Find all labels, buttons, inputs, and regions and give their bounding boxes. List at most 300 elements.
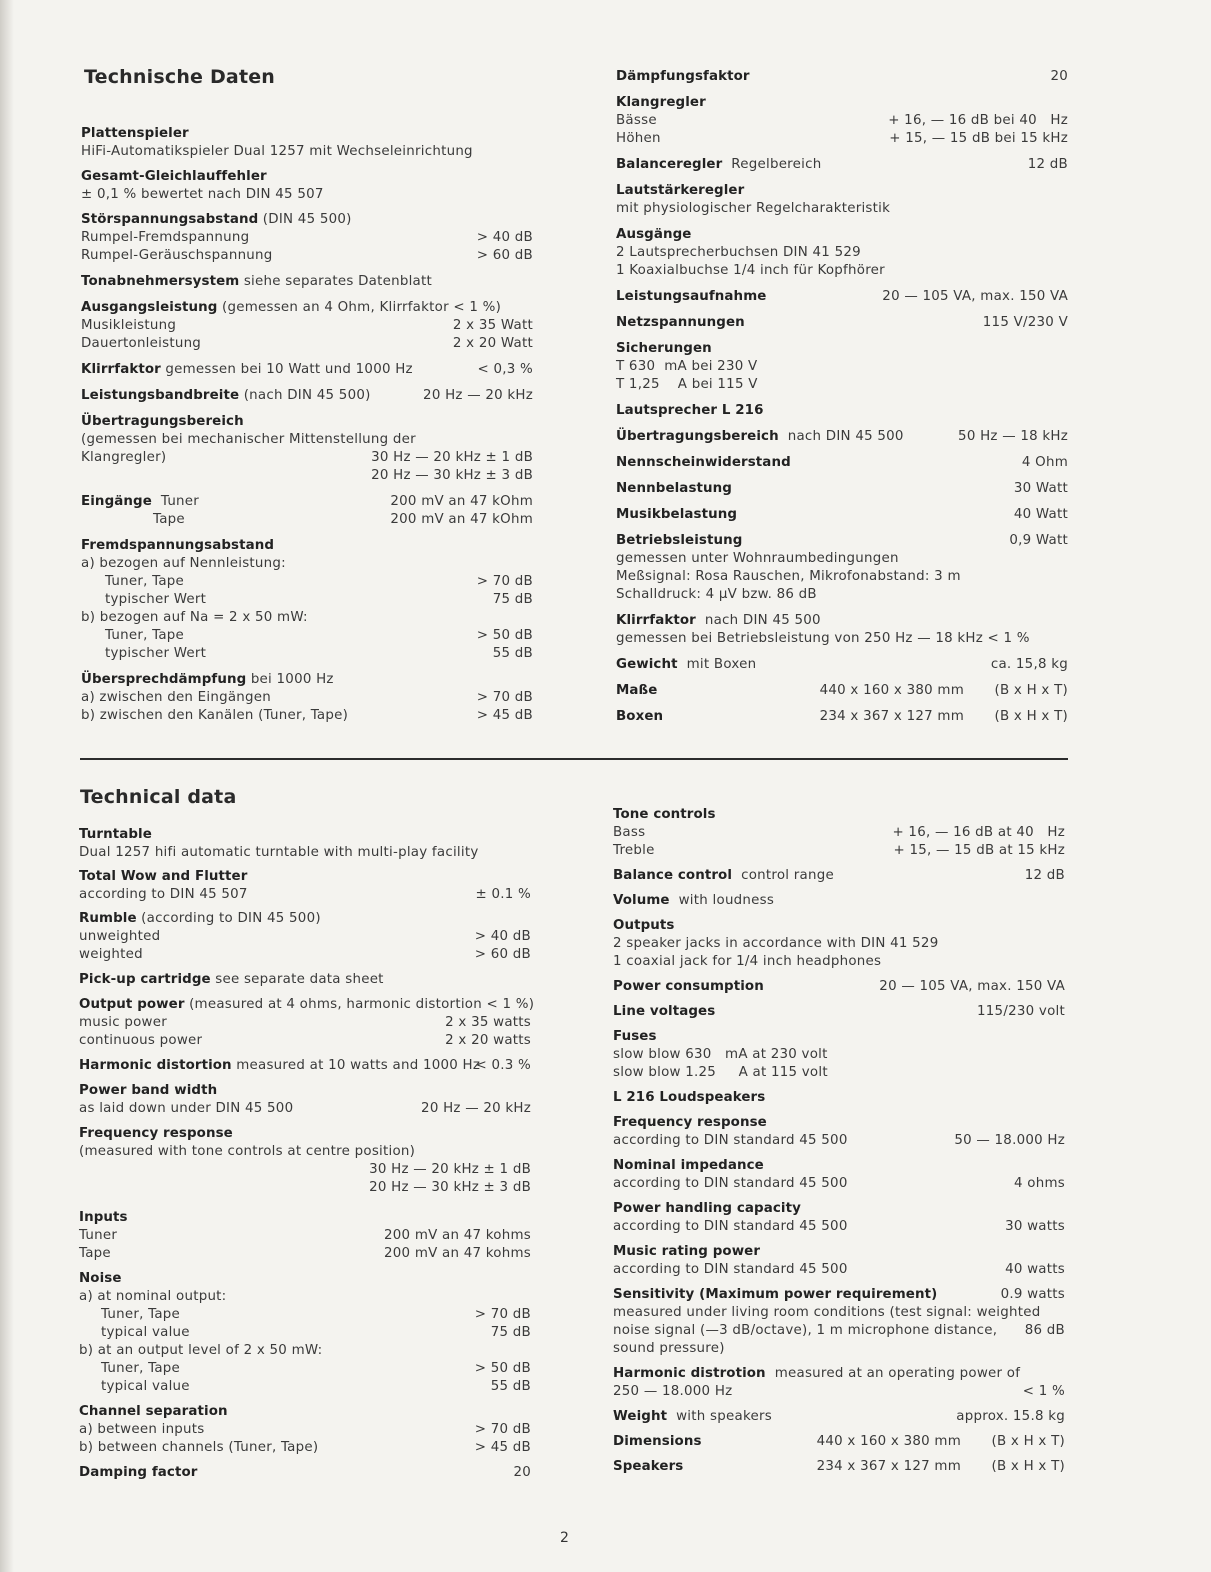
- spec-value: 440 x 160 x 380 mm: [819, 683, 964, 698]
- en-damping: [79, 1464, 531, 1482]
- de-boxen: [616, 708, 1068, 726]
- en-tape: [79, 1245, 531, 1263]
- de-uebertragung-l1: [81, 431, 533, 449]
- de-uebersprech-b: [81, 707, 533, 725]
- en-outputs: [613, 917, 1065, 935]
- spec-text: Meßsignal: Rosa Rauschen, Mikrofonabstand: 3 m: [616, 569, 961, 584]
- en-inputs: [79, 1209, 531, 1227]
- spec-heading: Störspannungsabstand: [81, 212, 259, 227]
- spec-value: 4 Ohm: [1021, 455, 1068, 470]
- spec-value: 2 x 20 Watt: [452, 336, 533, 351]
- spec-value: 30 watts: [1005, 1219, 1065, 1234]
- en-outputs-l2: [613, 953, 1065, 971]
- spec-heading: Frequency response: [79, 1126, 233, 1141]
- spec-text: slow blow 630 mA at 230 volt: [613, 1047, 828, 1062]
- spec-value: > 60 dB: [476, 248, 533, 263]
- en-balance: [613, 867, 1065, 885]
- spec-value: 20 — 105 VA, max. 150 VA: [882, 289, 1068, 304]
- en-wow: [79, 868, 531, 886]
- spec-value: 30 Hz — 20 kHz ± 1 dB: [371, 450, 533, 465]
- spec-text: slow blow 1.25 A at 115 volt: [613, 1065, 828, 1080]
- spec-heading: Gesamt-Gleichlauffehler: [81, 169, 267, 184]
- spec-label: a) between inputs: [79, 1422, 205, 1437]
- en-hd-l1: [613, 1383, 1065, 1401]
- spec-label: continuous power: [79, 1033, 203, 1048]
- en-fuses: [613, 1028, 1065, 1046]
- spec-value: 12 dB: [1027, 157, 1068, 172]
- spec-text: T 1,25 A bei 115 V: [616, 377, 758, 392]
- en-dims: [613, 1433, 1065, 1451]
- spec-label: music power: [79, 1015, 167, 1030]
- en-nomimp-desc: [613, 1175, 1065, 1193]
- spec-value: > 60 dB: [474, 947, 531, 962]
- spec-label: Tuner, Tape: [105, 628, 185, 643]
- spec-label: b) zwischen den Kanälen (Tuner, Tape): [81, 708, 349, 723]
- spec-label: typical value: [101, 1379, 190, 1394]
- en-rumble: [79, 910, 531, 928]
- spec-value: < 1 %: [1022, 1384, 1065, 1399]
- spec-heading: Musikbelastung: [616, 507, 738, 522]
- de-musikbel: [616, 506, 1068, 524]
- de-laut-desc: [616, 200, 1068, 218]
- spec-heading: Klirrfaktor: [81, 362, 161, 377]
- spec-heading: Pick-up cartridge: [79, 972, 211, 987]
- spec-note: with loudness: [678, 893, 775, 908]
- spec-value: 20 Hz — 30 kHz ± 3 dB: [371, 468, 533, 483]
- spec-value: > 40 dB: [474, 929, 531, 944]
- spec-heading: Tonabnehmersystem: [81, 274, 240, 289]
- spec-note: see separate data sheet: [215, 972, 384, 987]
- spec-value: approx. 15.8 kg: [956, 1409, 1065, 1424]
- spec-heading: Boxen: [616, 709, 664, 724]
- spec-heading: Nennscheinwiderstand: [616, 455, 791, 470]
- de-fremd-a: [81, 555, 533, 573]
- spec-heading: Nennbelastung: [616, 481, 732, 496]
- spec-text: Dual 1257 hifi automatic turntable with multi-play facility: [79, 845, 479, 860]
- en-mrp: [613, 1243, 1065, 1261]
- de-hoehen: [616, 130, 1068, 148]
- en-wow-desc: [79, 886, 531, 904]
- en-turntable: [79, 826, 531, 844]
- spec-heading: Inputs: [79, 1210, 128, 1225]
- de-nennschein: [616, 454, 1068, 472]
- en-tone: [613, 806, 1065, 824]
- spec-label: Tuner, Tape: [105, 574, 185, 589]
- spec-value: 200 mV an 47 kOhm: [390, 494, 533, 509]
- spec-value: 75 dB: [492, 592, 533, 607]
- spec-heading: Ausgänge: [616, 227, 692, 242]
- spec-value: > 70 dB: [474, 1422, 531, 1437]
- spec-text: (measured with tone controls at centre position): [79, 1144, 416, 1159]
- spec-heading: Leistungsaufnahme: [616, 289, 767, 304]
- spec-note: (DIN 45 500): [262, 212, 352, 227]
- de-balance: [616, 156, 1068, 174]
- spec-value: 4 ohms: [1014, 1176, 1065, 1191]
- spec-value: 234 x 367 x 127 mm: [819, 709, 964, 724]
- de-fremd-b-tt: [81, 627, 533, 645]
- de-gleichlauf-desc: [81, 186, 533, 204]
- spec-value: > 40 dB: [476, 230, 533, 245]
- en-noise-b-tt: [79, 1360, 531, 1378]
- spec-heading: Lautsprecher L 216: [616, 403, 764, 418]
- spec-text: 1 coaxial jack for 1/4 inch headphones: [613, 954, 882, 969]
- spec-text: a) bezogen auf Nennleistung:: [81, 556, 286, 571]
- spec-text: 2 speaker jacks in accordance with DIN 41 529: [613, 936, 939, 951]
- spec-value: + 16, — 16 dB at 40 Hz: [892, 825, 1065, 840]
- spec-value: 115 V/230 V: [982, 315, 1068, 330]
- spec-value: 115/230 volt: [977, 1004, 1065, 1019]
- spec-note: siehe separates Datenblatt: [243, 274, 433, 289]
- en-line: [613, 1003, 1065, 1021]
- spec-label: Treble: [613, 843, 655, 858]
- en-phc-desc: [613, 1218, 1065, 1236]
- en-mrp-desc: [613, 1261, 1065, 1279]
- en-freq-desc: [79, 1143, 531, 1161]
- spec-value: 20: [513, 1465, 531, 1480]
- en-fresp-desc: [613, 1132, 1065, 1150]
- spec-value: > 50 dB: [474, 1361, 531, 1376]
- spec-unit: (B x H x T): [991, 1434, 1065, 1449]
- spec-text: Schalldruck: 4 µV bzw. 86 dB: [616, 587, 817, 602]
- en-freq: [79, 1125, 531, 1143]
- spec-text: noise signal (—3 dB/octave), 1 m microphone distance,: [613, 1323, 998, 1338]
- spec-heading: Turntable: [79, 827, 152, 842]
- spec-heading: Sicherungen: [616, 341, 712, 356]
- spec-heading: Betriebsleistung: [616, 533, 743, 548]
- de-lautsprecher: [616, 402, 1068, 420]
- spec-label: typical value: [101, 1325, 190, 1340]
- en-speakers: [613, 1458, 1065, 1476]
- spec-heading: Damping factor: [79, 1465, 198, 1480]
- spec-label: Tape: [153, 512, 185, 527]
- spec-text: b) bezogen auf Na = 2 x 50 mW:: [81, 610, 308, 625]
- spec-text: according to DIN standard 45 500: [613, 1176, 848, 1191]
- de-fremd: [81, 537, 533, 555]
- spec-heading: Dämpfungsfaktor: [616, 69, 750, 84]
- spec-value: 40 watts: [1005, 1262, 1065, 1277]
- spec-heading: Eingänge: [81, 494, 152, 509]
- spec-value: 200 mV an 47 kohms: [384, 1228, 531, 1243]
- page-number: 2: [560, 1530, 569, 1546]
- de-masse: [616, 682, 1068, 700]
- spec-value: 20 Hz — 20 kHz: [421, 1101, 531, 1116]
- spec-text: according to DIN standard 45 500: [613, 1219, 848, 1234]
- spec-heading: Übertragungsbereich: [616, 429, 779, 444]
- en-chsep-a: [79, 1421, 531, 1439]
- de-fremd-a-typ: [81, 591, 533, 609]
- spec-text: according to DIN standard 45 500: [613, 1262, 848, 1277]
- spec-text: measured under living room conditions (test signal: weighted: [613, 1305, 1041, 1320]
- spec-label: unweighted: [79, 929, 161, 944]
- spec-value: 55 dB: [490, 1379, 531, 1394]
- de-uebersprech-a: [81, 689, 533, 707]
- spec-note: measured at an operating power of: [774, 1366, 1021, 1381]
- spec-label: Höhen: [616, 131, 661, 146]
- spec-unit: (B x H x T): [994, 683, 1068, 698]
- de-sich-l2: [616, 376, 1068, 394]
- spec-value: 0,9 Watt: [1009, 533, 1068, 548]
- de-daempfung: [616, 68, 1068, 86]
- spec-value: 86 dB: [1024, 1323, 1065, 1338]
- en-harm: [79, 1057, 531, 1075]
- de-nennbel: [616, 480, 1068, 498]
- spec-text: sound pressure): [613, 1341, 725, 1356]
- en-bass: [613, 824, 1065, 842]
- spec-value: + 16, — 16 dB bei 40 Hz: [888, 113, 1068, 128]
- en-hd: [613, 1365, 1065, 1383]
- en-treble: [613, 842, 1065, 860]
- de-uebertragung-l2: [81, 449, 533, 467]
- en-right-column: [613, 806, 1065, 1476]
- spec-heading: Maße: [616, 683, 658, 698]
- spec-heading: Sensitivity (Maximum power requirement): [613, 1287, 938, 1302]
- spec-text: b) at an output level of 2 x 50 mW:: [79, 1343, 323, 1358]
- spec-label: Tuner: [160, 494, 200, 509]
- spec-heading: Rumble: [79, 911, 137, 926]
- spec-text: ± 0,1 % bewertet nach DIN 45 507: [81, 187, 324, 202]
- spec-value: 50 — 18.000 Hz: [954, 1133, 1065, 1148]
- en-pbw: [79, 1082, 531, 1100]
- spec-value: > 45 dB: [476, 708, 533, 723]
- spec-label: Bässe: [616, 113, 657, 128]
- de-betrieb: [616, 532, 1068, 550]
- de-ls-klirr: [616, 612, 1068, 630]
- en-freq-v1: [79, 1161, 531, 1179]
- spec-heading: Leistungsbandbreite: [81, 388, 240, 403]
- spec-label: Bass: [613, 825, 646, 840]
- spec-value: + 15, — 15 dB at 15 kHz: [893, 843, 1065, 858]
- en-chsep: [79, 1403, 531, 1421]
- spec-value: 55 dB: [492, 646, 533, 661]
- spec-text: gemessen bei Betriebsleistung von 250 Hz — 18 kHz < 1 %: [616, 631, 1030, 646]
- spec-value: > 45 dB: [474, 1440, 531, 1455]
- spec-value: 75 dB: [490, 1325, 531, 1340]
- en-noise-a-typ: [79, 1324, 531, 1342]
- de-sich-l1: [616, 358, 1068, 376]
- spec-text: gemessen unter Wohnraumbedingungen: [616, 551, 899, 566]
- spec-note: (gemessen an 4 Ohm, Klirrfaktor < 1 %): [221, 300, 502, 315]
- de-ausg: [616, 226, 1068, 244]
- en-left-column: [79, 826, 535, 1482]
- spec-heading: Volume: [613, 893, 670, 908]
- en-sens-l2: [613, 1322, 1065, 1340]
- spec-value: 200 mV an 47 kOhm: [390, 512, 533, 527]
- spec-text: T 630 mA bei 230 V: [616, 359, 758, 374]
- de-title: Technische Daten: [84, 66, 276, 88]
- de-tonabnehmer: [81, 273, 533, 291]
- spec-value: 200 mV an 47 kohms: [384, 1246, 531, 1261]
- en-output: [79, 996, 535, 1014]
- spec-unit: (B x H x T): [994, 709, 1068, 724]
- de-plattenspieler: [81, 125, 533, 143]
- de-rumpel-ger: [81, 247, 533, 265]
- spec-heading: Plattenspieler: [81, 126, 189, 141]
- spec-text: 2 Lautsprecherbuchsen DIN 41 529: [616, 245, 861, 260]
- spec-text: a) at nominal output:: [79, 1289, 227, 1304]
- en-noise: [79, 1270, 531, 1288]
- spec-value: 0.9 watts: [1000, 1287, 1065, 1302]
- spec-text: (gemessen bei mechanischer Mittenstellung der: [81, 432, 416, 447]
- de-ausg-l1: [616, 244, 1068, 262]
- spec-heading: Gewicht: [616, 657, 678, 672]
- en-noise-b-typ: [79, 1378, 531, 1396]
- spec-label: weighted: [79, 947, 143, 962]
- spec-text: 1 Koaxialbuchse 1/4 inch für Kopfhörer: [616, 263, 885, 278]
- spec-heading: Dimensions: [613, 1434, 702, 1449]
- en-noise-b: [79, 1342, 531, 1360]
- spec-value: 20: [1050, 69, 1068, 84]
- spec-value: 234 x 367 x 127 mm: [816, 1459, 961, 1474]
- spec-note: measured at 10 watts and 1000 Hz: [236, 1058, 481, 1073]
- spec-value: 2 x 20 watts: [445, 1033, 531, 1048]
- en-pickup: [79, 971, 531, 989]
- spec-value: 30 Watt: [1013, 481, 1068, 496]
- de-uebertragung: [81, 413, 533, 431]
- de-eingaenge-tuner: [81, 493, 533, 511]
- de-netz: [616, 314, 1068, 332]
- spec-value: > 70 dB: [476, 574, 533, 589]
- spec-heading: Noise: [79, 1271, 122, 1286]
- spec-heading: Power band width: [79, 1083, 218, 1098]
- spec-heading: Klangregler: [616, 95, 706, 110]
- spec-label: Tuner, Tape: [101, 1307, 181, 1322]
- en-fuses-l2: [613, 1064, 1065, 1082]
- de-uebersprech: [81, 671, 533, 689]
- spec-heading: Harmonic distrotion: [613, 1366, 766, 1381]
- spec-value: 20 Hz — 20 kHz: [423, 388, 533, 403]
- spec-label: b) between channels (Tuner, Tape): [79, 1440, 319, 1455]
- en-noise-a: [79, 1288, 531, 1306]
- de-uebertragung-l3: [81, 467, 533, 485]
- spec-heading: Netzspannungen: [616, 315, 745, 330]
- spec-value: + 15, — 15 dB bei 15 kHz: [889, 131, 1068, 146]
- spec-heading: Fuses: [613, 1029, 657, 1044]
- spec-heading: Power handling capacity: [613, 1201, 801, 1216]
- spec-heading: Outputs: [613, 918, 675, 933]
- spec-label: Musikleistung: [81, 318, 177, 333]
- en-sens-l3: [613, 1340, 1065, 1358]
- en-powercons: [613, 978, 1065, 996]
- de-left-column: [81, 125, 533, 725]
- en-fuses-l1: [613, 1046, 1065, 1064]
- spec-text: mit physiologischer Regelcharakteristik: [616, 201, 891, 216]
- spec-value: 2 x 35 watts: [445, 1015, 531, 1030]
- spec-heading: Total Wow and Flutter: [79, 869, 248, 884]
- spec-note: control range: [741, 868, 834, 883]
- de-right-column: [616, 68, 1068, 726]
- en-sens-l1: [613, 1304, 1065, 1322]
- de-betrieb-l1: [616, 550, 1068, 568]
- spec-value: 20 Hz — 30 kHz ± 3 dB: [369, 1180, 531, 1195]
- spec-heading: Line voltages: [613, 1004, 716, 1019]
- spec-note: (nach DIN 45 500): [243, 388, 371, 403]
- spec-heading: Channel separation: [79, 1404, 228, 1419]
- spec-text: according to DIN standard 45 500: [613, 1133, 848, 1148]
- en-phc: [613, 1200, 1065, 1218]
- spec-label: Rumpel-Geräuschspannung: [81, 248, 273, 263]
- de-gleichlauf: [81, 168, 533, 186]
- spec-value: 20 — 105 VA, max. 150 VA: [879, 979, 1065, 994]
- de-klirr: [81, 361, 533, 379]
- spec-label: Tape: [79, 1246, 111, 1261]
- page-edge-shadow: [0, 0, 14, 1572]
- spec-note: gemessen bei 10 Watt und 1000 Hz: [165, 362, 413, 377]
- spec-note: nach DIN 45 500: [704, 613, 821, 628]
- en-cont-power: [79, 1032, 531, 1050]
- spec-value: > 50 dB: [476, 628, 533, 643]
- de-klang: [616, 94, 1068, 112]
- spec-value: 40 Watt: [1013, 507, 1068, 522]
- spec-note: with speakers: [676, 1409, 772, 1424]
- spec-text: HiFi-Automatikspieler Dual 1257 mit Wechseleinrichtung: [81, 144, 473, 159]
- spec-label: a) zwischen den Eingängen: [81, 690, 272, 705]
- en-music-power: [79, 1014, 531, 1032]
- spec-text: according to DIN 45 507: [79, 887, 248, 902]
- en-weighted: [79, 946, 531, 964]
- spec-heading: Harmonic distortion: [79, 1058, 232, 1073]
- en-freq-v2: [79, 1179, 531, 1197]
- section-divider: [80, 758, 1068, 760]
- spec-heading: Tone controls: [613, 807, 716, 822]
- en-nomimp: [613, 1157, 1065, 1175]
- spec-heading: Frequency response: [613, 1115, 767, 1130]
- spec-value: < 0.3 %: [475, 1058, 531, 1073]
- de-stoer: [81, 211, 533, 229]
- de-ausgang: [81, 299, 533, 317]
- de-fremd-a-tt: [81, 573, 533, 591]
- en-fresp: [613, 1114, 1065, 1132]
- spec-heading: Power consumption: [613, 979, 764, 994]
- spec-value: 440 x 160 x 380 mm: [816, 1434, 961, 1449]
- spec-label: Tuner: [79, 1228, 118, 1243]
- de-ausg-l2: [616, 262, 1068, 280]
- spec-heading: Übertragungsbereich: [81, 414, 244, 429]
- spec-heading: Nominal impedance: [613, 1158, 764, 1173]
- spec-value: > 70 dB: [474, 1307, 531, 1322]
- spec-text: Klangregler): [81, 450, 167, 465]
- de-gewicht: [616, 656, 1068, 674]
- de-fremd-b-typ: [81, 645, 533, 663]
- en-unweighted: [79, 928, 531, 946]
- spec-label: Tuner, Tape: [101, 1361, 181, 1376]
- spec-heading: Übersprechdämpfung: [81, 672, 247, 687]
- spec-value: 2 x 35 Watt: [452, 318, 533, 333]
- spec-value: ca. 15,8 kg: [990, 657, 1068, 672]
- de-rumpel-fremd: [81, 229, 533, 247]
- spec-heading: Speakers: [613, 1459, 684, 1474]
- en-volume: [613, 892, 1065, 910]
- spec-heading: Fremdspannungsabstand: [81, 538, 275, 553]
- spec-heading: Ausgangsleistung: [81, 300, 218, 315]
- spec-note: nach DIN 45 500: [787, 429, 904, 444]
- de-baesse: [616, 112, 1068, 130]
- spec-value: 12 dB: [1024, 868, 1065, 883]
- spec-note: bei 1000 Hz: [250, 672, 334, 687]
- spec-text: 250 — 18.000 Hz: [613, 1384, 733, 1399]
- en-pbw-desc: [79, 1100, 531, 1118]
- de-betrieb-l2: [616, 568, 1068, 586]
- en-weight: [613, 1408, 1065, 1426]
- spec-note: (according to DIN 45 500): [141, 911, 321, 926]
- en-turntable-desc: [79, 844, 531, 862]
- en-l216: [613, 1089, 1065, 1107]
- de-leistungsaufnahme: [616, 288, 1068, 306]
- de-eingaenge-tape: [81, 511, 533, 529]
- de-plattenspieler-desc: [81, 143, 533, 161]
- spec-label: Dauertonleistung: [81, 336, 202, 351]
- spec-unit: (B x H x T): [991, 1459, 1065, 1474]
- spec-value: ± 0.1 %: [475, 887, 531, 902]
